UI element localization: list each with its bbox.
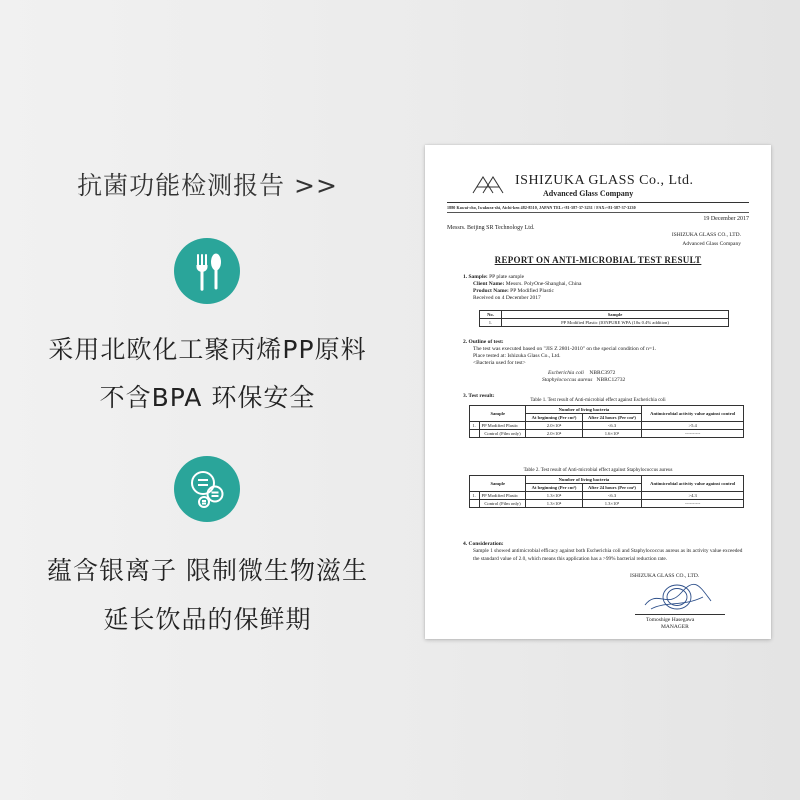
ishizuka-logo-icon: [469, 173, 509, 199]
signature-stamp-icon: [637, 579, 717, 615]
report-title: REPORT ON ANTI-MICROBIAL TEST RESULT: [494, 255, 702, 265]
section-result-heading: 3. Test result:: [463, 393, 495, 399]
company-name: ISHIZUKA GLASS Co., Ltd.: [515, 173, 694, 188]
signature-line: [635, 614, 725, 615]
report-date: 19 December 2017: [703, 216, 749, 222]
report-heading: 抗菌功能检测报告 >>: [77, 171, 338, 200]
table-row: Control (Film only) 1.3×10⁴ 1.3×10⁵ ----------: [470, 500, 744, 508]
table2-caption: Table 2. Test result of Anti-microbial effect against Staphylococcus aureus: [523, 468, 673, 473]
signer-title: MANAGER: [661, 624, 689, 630]
table1-caption: Table 1. Test result of Anti-microbial effect against Escherichia coli: [530, 398, 666, 403]
bacteria-strain-1: Escherichia coli NBRC3972: [548, 370, 616, 376]
feature-line-material: 采用北欧化工聚丙烯PP原料: [48, 335, 367, 364]
fork-spoon-icon: [174, 238, 240, 304]
sample-table: No. Sample 1. PP Modified Plastic (IONPURE WPA (10u 0.4% addition): [479, 310, 729, 327]
signature-company: ISHIZUKA GLASS CO., LTD.: [630, 573, 700, 579]
company-address: 1880 Kawai-cho, Iwakura-shi, Aichi-ken 482-8510, JAPAN TEL:+81-587-37-3231 / FAX:+81-587-37-3230: [447, 205, 636, 210]
section-sample: 1. Sample: PP plate sample Client Name: Messrs. PolyOne-Shanghai, China Product Name: PP Modified Plastic Received on 4 December 2017: [463, 274, 582, 301]
result-table-staph: Sample Number of living bacteria Antimicrobial activity value against control At beginning (Per cm²) After 24 hours (Per cm²) 1. PP Modified Plastic 1.3×10⁴ <6.3 >4.3 Control (Film only) 1.3×10⁴ 1.3×10⁵ ----------: [469, 475, 744, 508]
test-report-document: [425, 145, 771, 639]
addressee: Messrs. Beijing SR Technology Ltd.: [447, 225, 535, 231]
signer-name: Tomoshige Hasegawa: [646, 617, 695, 623]
table-row: 1. PP Modified Plastic 2.0×10⁴ <6.3 >5.4: [470, 422, 744, 430]
feature-line-silver-ions: 蕴含银离子 限制微生物滋生: [47, 556, 368, 585]
table-row: Control (Film only) 2.0×10⁴ 1.6×10⁶ ----------: [470, 430, 744, 438]
section-outline: 2. Outline of test: The test was executed based on "JIS Z 2801-2010" on the special condition of n=1. Place tested at: Ishizuka Glass Co., Ltd. <Bacteria used for test>: [463, 339, 657, 366]
table-row: 1. PP Modified Plastic 1.3×10⁴ <6.3 >4.3: [470, 492, 744, 500]
feature-line-bpa-free: 不含BPA 环保安全: [99, 383, 316, 412]
header-rule: [447, 202, 749, 203]
bacteria-strain-2: Staphylococcus aureus NBRC12732: [542, 377, 626, 383]
consideration-text: Sample 1 showed antimicrobial efficacy against both Escherichia coli and Staphylococcus aureus as its activity value exceeded the standard value of 2.0, which means this application has a >99% bacterial reduction rate.: [473, 548, 743, 562]
issuer-division: Advanced Glass Company: [682, 241, 741, 247]
company-division: Advanced Glass Company: [543, 189, 634, 198]
result-table-ecoli: Sample Number of living bacteria Antimicrobial activity value against control At beginning (Per cm²) After 24 hours (Per cm²) 1. PP Modified Plastic 2.0×10⁴ <6.3 >5.4 Control (Film only) 2.0×10⁴ 1.6×10⁶ ----------: [469, 405, 744, 438]
address-rule: [447, 212, 749, 213]
issuer-company: ISHIZUKA GLASS CO., LTD.: [671, 232, 741, 238]
coins-icon: [174, 456, 240, 522]
feature-line-freshness: 延长饮品的保鲜期: [103, 605, 312, 634]
section-consideration-heading: 4. Consideration:: [463, 541, 504, 547]
